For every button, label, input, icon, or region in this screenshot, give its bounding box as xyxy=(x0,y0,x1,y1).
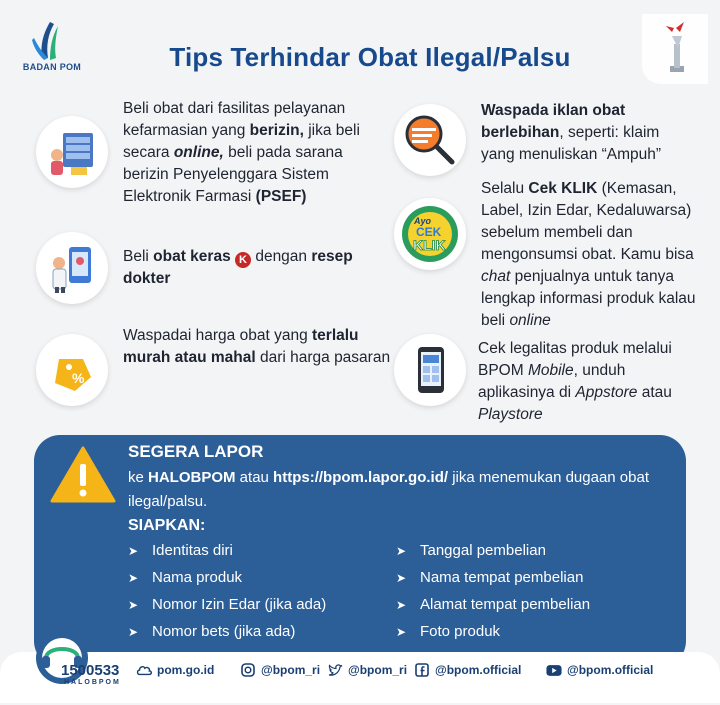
footer-link-label: pom.go.id xyxy=(157,663,215,677)
text-run: jika beli secara xyxy=(123,122,360,161)
text-run: dengan xyxy=(251,248,312,265)
magnifier-ad-icon xyxy=(394,104,466,176)
siapkan-title: SIAPKAN: xyxy=(128,517,206,534)
list-item: ➤ Nama tempat pembelian xyxy=(396,564,590,591)
tip-text-ad xyxy=(481,100,696,166)
list-item: ➤ Nomor Izin Edar (jika ada) xyxy=(128,591,326,618)
text-run: (Kemasan, Label, Izin Edar, Kedaluwarsa) sebelum membeli dan mengonsumsi obat. Kamu bisa xyxy=(481,180,694,263)
text-run: atau xyxy=(235,469,274,486)
halo-subtitle: HALOBPOM xyxy=(64,679,121,686)
arrow-icon: ➤ xyxy=(396,571,407,585)
obat-keras-k-icon: K xyxy=(235,252,251,268)
text-run: https://bpom.lapor.go.id/ xyxy=(273,469,449,486)
page-title: Tips Terhindar Obat Ilegal/Palsu xyxy=(169,42,571,72)
prepare-list-left xyxy=(128,537,326,645)
footer-link-label: @bpom_ri xyxy=(261,663,321,677)
arrow-icon: ➤ xyxy=(128,625,139,639)
badge-text-klik: KLIK xyxy=(413,237,446,253)
text-run: (PSEF) xyxy=(255,188,307,205)
text-run xyxy=(231,248,235,265)
arrow-icon: ➤ xyxy=(396,598,407,612)
list-item: ➤ Nama produk xyxy=(128,564,326,591)
text-run: terlalu murah atau mahal xyxy=(123,327,359,366)
price-tag-percent-icon xyxy=(36,334,108,406)
tip-text-cek-klik xyxy=(481,178,711,332)
text-run: online, xyxy=(173,144,224,161)
footer-link-instagram[interactable] xyxy=(240,662,320,678)
footer-link-label: @bpom.official xyxy=(435,663,522,677)
badge-text-ayo: Ayo xyxy=(414,216,432,226)
tip-text-mobile xyxy=(478,338,703,426)
text-run: dari harga pasaran xyxy=(255,349,391,366)
footer-link-website[interactable] xyxy=(136,662,214,678)
doctor-prescription-icon xyxy=(36,232,108,304)
arrow-icon: ➤ xyxy=(128,544,139,558)
text-run: jika menemukan dugaan obat ilegal/palsu. xyxy=(128,469,650,510)
list-item: ➤ Nomor bets (jika ada) xyxy=(128,618,326,645)
footer-link-label: @bpom_ri xyxy=(348,663,408,677)
arrow-icon: ➤ xyxy=(128,571,139,585)
text-run: Waspadai harga obat yang xyxy=(123,327,312,344)
report-title: SEGERA LAPOR xyxy=(128,442,264,461)
tip-text-prescription xyxy=(123,246,393,290)
svg-text:%: % xyxy=(72,370,85,386)
text-run: atau xyxy=(637,384,672,401)
facebook-icon xyxy=(414,662,430,678)
warning-icon xyxy=(50,446,116,504)
cloud-icon xyxy=(136,662,152,678)
text-run: ke xyxy=(128,469,149,486)
text-run: berizin, xyxy=(249,122,304,139)
text-run: obat keras xyxy=(153,248,231,265)
footer-link-youtube[interactable] xyxy=(546,662,653,678)
instagram-icon xyxy=(240,662,256,678)
text-run: Beli xyxy=(123,248,154,265)
text-run: penjualnya untuk tanya lengkap informasi produk kalau beli xyxy=(481,268,696,329)
youtube-icon xyxy=(546,662,562,678)
prepare-list-right xyxy=(396,537,590,645)
text-run: resep dokter xyxy=(123,248,353,287)
text-run: Mobile xyxy=(527,362,574,379)
tip-text-price xyxy=(123,325,393,369)
text-run: , unduh aplikasinya di xyxy=(478,362,626,401)
text-run: Cek KLIK xyxy=(528,180,598,197)
text-run: online xyxy=(509,312,551,329)
cek-klik-badge-icon xyxy=(394,198,466,270)
list-item: ➤ Tanggal pembelian xyxy=(396,537,590,564)
footer-link-label: @bpom.official xyxy=(567,663,654,677)
twitter-icon xyxy=(327,662,343,678)
footer-link-facebook[interactable] xyxy=(414,662,521,678)
badge-text-cek: CEK xyxy=(416,225,442,239)
text-run: Appstore xyxy=(575,384,638,401)
text-run: chat xyxy=(481,268,511,285)
text-run: Playstore xyxy=(478,406,543,423)
list-item: ➤ Identitas diri xyxy=(128,537,326,564)
list-item: ➤ Foto produk xyxy=(396,618,590,645)
emblem-icon xyxy=(632,14,708,84)
text-run: , seperti: klaim yang menuliskan “Ampuh” xyxy=(481,124,662,163)
text-run: HALOBPOM xyxy=(148,469,236,486)
pharmacy-shop-icon xyxy=(36,116,108,188)
text-run: Cek legalitas produk melalui BPOM xyxy=(478,340,672,379)
text-run: beli pada sarana berizin Penyelenggara Sistem Elektronik Farmasi xyxy=(123,144,343,205)
tip-text-pharmacy xyxy=(123,98,388,208)
arrow-icon: ➤ xyxy=(396,544,407,558)
halo-number: 1500533 xyxy=(61,662,120,679)
arrow-icon: ➤ xyxy=(396,625,407,639)
phone-app-icon xyxy=(394,334,466,406)
text-run: Beli obat dari fasilitas pelayanan kefarmasian yang xyxy=(123,100,346,139)
arrow-icon: ➤ xyxy=(128,598,139,612)
footer-link-twitter[interactable] xyxy=(327,662,407,678)
text-run: Selalu xyxy=(481,180,529,197)
list-item: ➤ Alamat tempat pembelian xyxy=(396,591,590,618)
report-instruction xyxy=(128,466,668,514)
text-run: Waspada iklan obat berlebihan xyxy=(481,102,626,141)
logo-text: BADAN POM xyxy=(22,62,82,72)
